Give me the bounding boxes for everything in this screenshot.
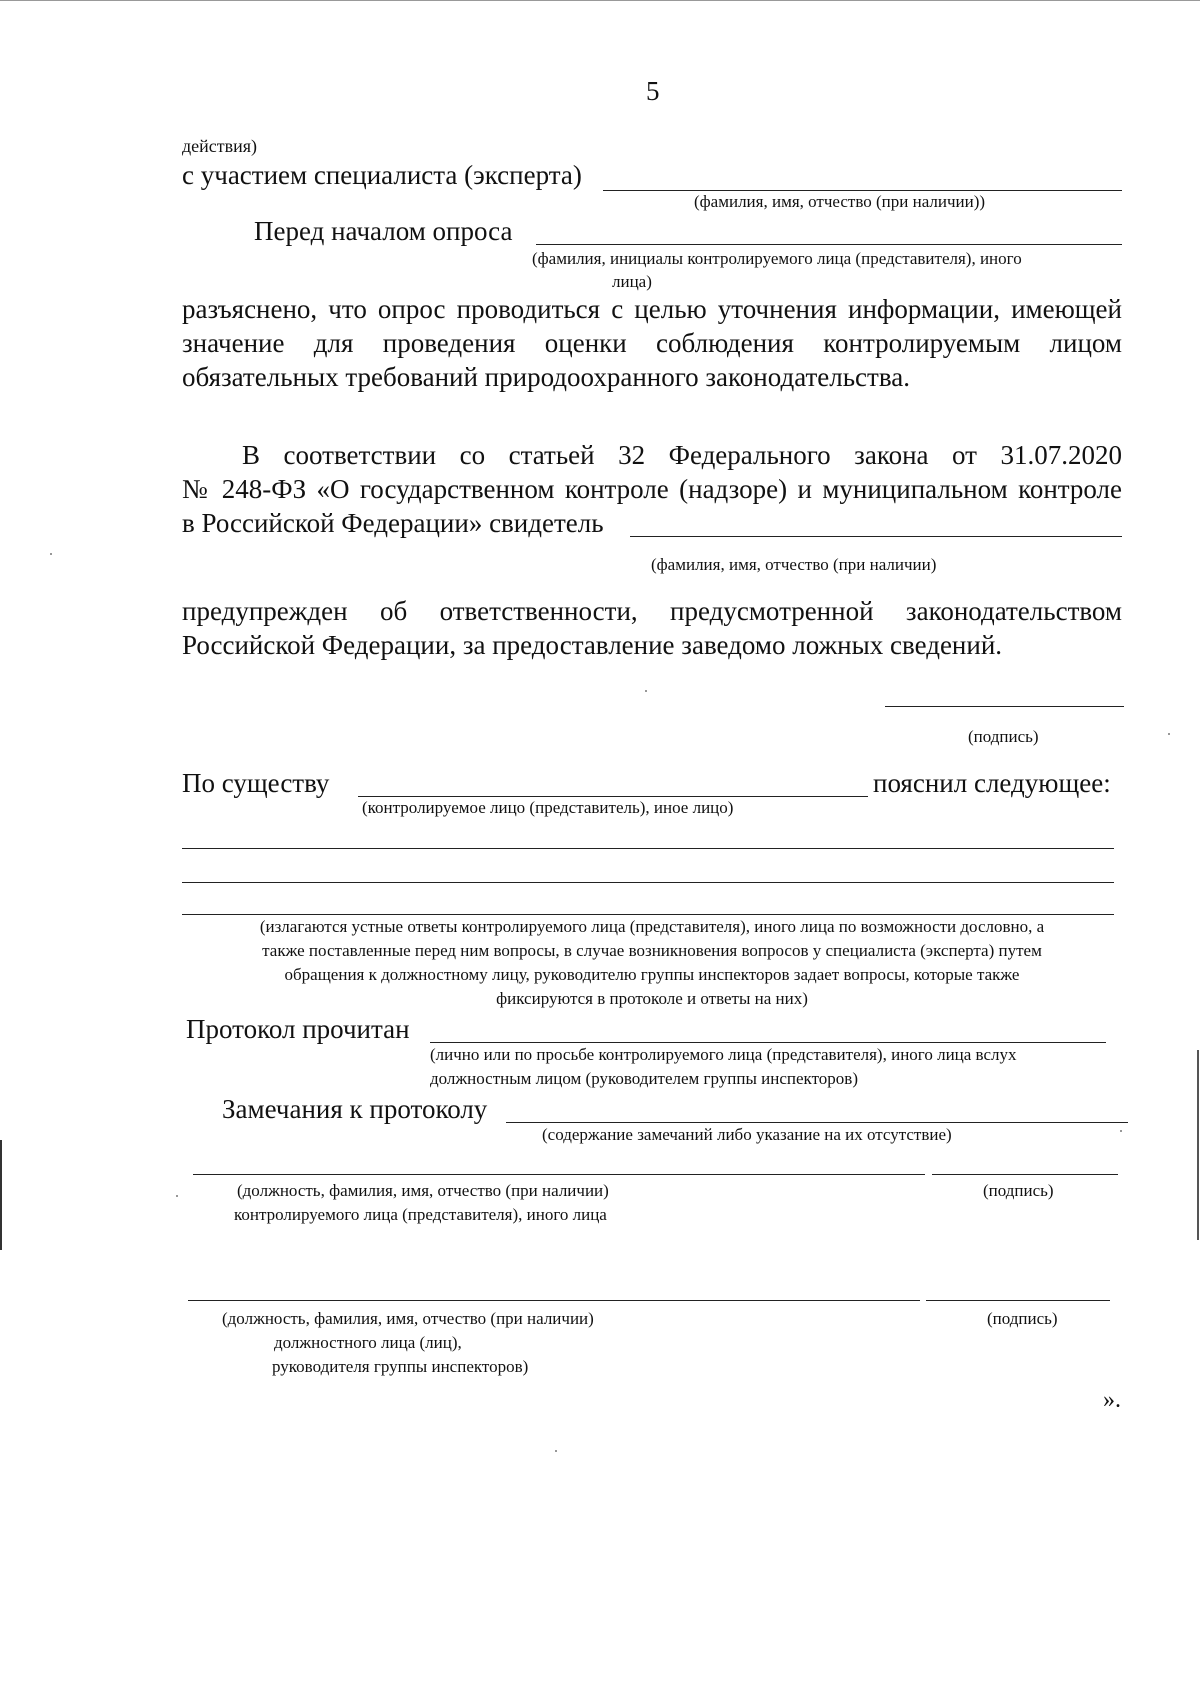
scan-edge-left bbox=[0, 1140, 2, 1250]
controlled-person-caption-cont: контролируемого лица (представителя), иного лица bbox=[234, 1205, 607, 1224]
answers-caption-line: также поставленные перед ним вопросы, в случае возникновения вопросов у специалиста (эксперта) путем bbox=[262, 941, 1042, 960]
substance-caption: (контролируемое лицо (представитель), иное лицо) bbox=[362, 798, 734, 817]
explanation-line: разъяснено, что опрос проводиться с целью уточнения информации, имеющей bbox=[182, 294, 1122, 324]
answers-caption-line: фиксируются в протоколе и ответы на них) bbox=[496, 989, 808, 1008]
protocol-read-caption: (лично или по просьбе контролируемого лица (представителя), иного лица вслух bbox=[430, 1045, 1017, 1064]
closing-quote: ». bbox=[1103, 1387, 1121, 1413]
scan-edge-top bbox=[0, 0, 1200, 1]
warning-line: предупрежден об ответственности, предусмотренной законодательством bbox=[182, 596, 1122, 626]
scan-speck bbox=[645, 690, 647, 692]
previous-page-fragment: действия) bbox=[182, 136, 258, 156]
official-caption: (должность, фамилия, имя, отчество (при наличии) bbox=[222, 1309, 594, 1328]
explanation-line: значение для проведения оценки соблюдения контролируемым лицом bbox=[182, 328, 1122, 358]
protocol-read-label: Протокол прочитан bbox=[186, 1014, 410, 1044]
witness-signature-line[interactable] bbox=[885, 706, 1124, 707]
answer-line[interactable] bbox=[182, 848, 1114, 849]
scan-edge-right bbox=[1197, 1050, 1199, 1240]
answer-line[interactable] bbox=[182, 914, 1114, 915]
official-name-line[interactable] bbox=[188, 1300, 920, 1301]
remarks-label: Замечания к протоколу bbox=[222, 1094, 488, 1124]
warning-line: Российской Федерации, за предоставление заведомо ложных сведений. bbox=[182, 630, 1003, 660]
law-line: В соответствии со статьей 32 Федерального закона от 31.07.2020 bbox=[242, 440, 1122, 470]
page-number: 5 bbox=[646, 76, 660, 106]
controlled-person-name-line[interactable] bbox=[193, 1174, 925, 1175]
explanation-line: обязательных требований природоохранного законодательства. bbox=[182, 362, 910, 392]
scan-speck bbox=[1120, 1130, 1122, 1132]
before-interview-label: Перед началом опроса bbox=[254, 216, 513, 246]
specialist-label: с участием специалиста (эксперта) bbox=[182, 160, 582, 190]
controlled-person-signature-caption: (подпись) bbox=[983, 1181, 1054, 1200]
witness-signature-caption: (подпись) bbox=[968, 727, 1039, 746]
law-line: № 248-ФЗ «О государственном контроле (надзоре) и муниципальном контроле bbox=[182, 474, 1122, 504]
official-caption-cont: должностного лица (лиц), bbox=[274, 1333, 462, 1352]
before-interview-caption-cont: лица) bbox=[612, 272, 652, 291]
official-signature-caption: (подпись) bbox=[987, 1309, 1058, 1328]
controlled-person-signature-line[interactable] bbox=[932, 1174, 1118, 1175]
scan-speck bbox=[555, 1450, 557, 1452]
protocol-read-fill-line[interactable] bbox=[430, 1042, 1106, 1043]
answer-line[interactable] bbox=[182, 882, 1114, 883]
remarks-fill-line[interactable] bbox=[506, 1122, 1128, 1123]
before-interview-fill-line[interactable] bbox=[536, 244, 1122, 245]
witness-fill-line[interactable] bbox=[630, 536, 1122, 537]
witness-caption: (фамилия, имя, отчество (при наличии) bbox=[651, 555, 937, 574]
specialist-caption: (фамилия, имя, отчество (при наличии)) bbox=[694, 192, 986, 211]
answers-caption-line: обращения к должностному лицу, руководителю группы инспекторов задает вопросы, которые также bbox=[284, 965, 1020, 984]
remarks-caption: (содержание замечаний либо указание на их отсутствие) bbox=[542, 1125, 952, 1144]
substance-label-right: пояснил следующее: bbox=[873, 768, 1111, 798]
official-signature-line[interactable] bbox=[926, 1300, 1110, 1301]
before-interview-caption: (фамилия, инициалы контролируемого лица (представителя), иного bbox=[532, 249, 1022, 268]
controlled-person-caption: (должность, фамилия, имя, отчество (при наличии) bbox=[237, 1181, 609, 1200]
scan-speck bbox=[1168, 733, 1170, 735]
scan-speck bbox=[176, 1195, 178, 1197]
protocol-read-caption-cont: должностным лицом (руководителем группы инспекторов) bbox=[430, 1069, 858, 1088]
official-caption-cont: руководителя группы инспекторов) bbox=[272, 1357, 529, 1376]
scan-speck bbox=[50, 553, 52, 555]
substance-label: По существу bbox=[182, 768, 330, 798]
law-witness-label: в Российской Федерации» свидетель bbox=[182, 508, 604, 538]
answers-caption-line: (излагаются устные ответы контролируемого лица (представителя), иного лица по возможности дословно, а bbox=[259, 917, 1045, 936]
